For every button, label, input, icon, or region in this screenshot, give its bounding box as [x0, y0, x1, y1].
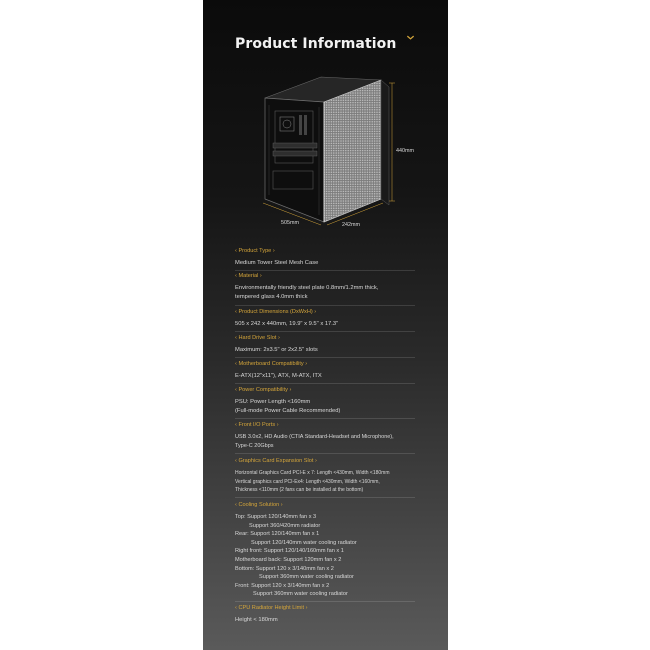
- divider: [235, 601, 415, 602]
- spec-label: Motherboard Compatibility: [238, 361, 304, 367]
- spec-label: Material: [238, 273, 259, 279]
- spec-label: Graphics Card Expansion Slot: [238, 458, 314, 464]
- divider: [235, 270, 415, 271]
- spec-value-line: Support 360/420mm radiator: [249, 522, 321, 529]
- spec-label: CPU Radiator Height Limit: [238, 605, 305, 611]
- spec-label: Cooling Solution: [238, 502, 280, 508]
- spec-hard-drive: ‹ Hard Drive Slot › Maximum: 2x3.5" or 2x2.5" slots: [235, 334, 440, 355]
- spec-value-line: Top: Support 120/140mm fan x 3: [235, 514, 317, 520]
- spec-label: Power Compatibility: [238, 387, 288, 393]
- divider: [235, 357, 415, 358]
- spec-label: Front I/O Ports: [238, 422, 276, 428]
- spec-label: Product Dimensions (DxWxH): [238, 309, 313, 315]
- spec-graphics-card: ‹ Graphics Card Expansion Slot › Horizontal Graphics Card PCI-E x 7: Length <430mm, Width <180mm Vertical graphics card PCI-Ex4: Length <430mm, Width <160mm, Thickness <110mm (2 fans can be installed at the bottom): [235, 457, 440, 495]
- spec-value-line: USB 3.0x2, HD Audio (CTIA Standard-Headset and Microphone),: [235, 434, 394, 440]
- chevron-down-icon[interactable]: [406, 33, 415, 42]
- spec-front-io: ‹ Front I/O Ports › USB 3.0x2, HD Audio (CTIA Standard-Headset and Microphone), Type-C 20Gbps: [235, 421, 440, 450]
- spec-value-line: E-ATX(12"x11"), ATX, M-ATX, ITX: [235, 373, 322, 379]
- spec-value-line: 505 x 242 x 440mm, 19.9" x 9.5" x 17.3": [235, 321, 339, 327]
- divider: [235, 331, 415, 332]
- spec-value-line: Rear: Support 120/140mm fan x 1: [235, 531, 320, 538]
- divider: [235, 453, 415, 454]
- spec-cooling: ‹ Cooling Solution › Top: Support 120/140mm fan x 3 Support 360/420mm radiator Rear: Support 120/140mm fan x 1 Support 120/140mm water cooling radiator Right front: Support 120/140/160mm fan x 1 Motherboard back: Support 120mm fan x 2 Bottom: Support 120 x 3/140mm fan x 2 Support 360mm water cooling radiator Front: Support 120 x 3/140mm fan x 2 Support 360mm water cooling radiator: [235, 501, 440, 599]
- height-dimension-label: 440mm: [396, 148, 414, 154]
- spec-power: ‹ Power Compatibility › PSU: Power Length <160mm (Full-mode Power Cable Recommended): [235, 386, 440, 415]
- depth-dimension-label: 505mm: [281, 220, 299, 226]
- spec-value-line: tempered glass 4.0mm thick: [235, 293, 308, 300]
- spec-value-line: Horizontal Graphics Card PCI-E x 7: Length <430mm, Width <180mm: [235, 470, 390, 476]
- width-dimension-label: 242mm: [342, 222, 360, 228]
- spec-value-line: Support 120/140mm water cooling radiator: [251, 539, 357, 546]
- spec-cpu-radiator: ‹ CPU Radiator Height Limit › Height < 180mm: [235, 604, 440, 625]
- spec-value-line: Environmentally friendly steel plate 0.8mm/1.2mm thick,: [235, 285, 379, 291]
- divider: [235, 497, 415, 498]
- spec-value-line: PSU: Power Length <160mm: [235, 399, 311, 405]
- spec-value-line: Motherboard back: Support 120mm fan x 2: [235, 556, 342, 563]
- spec-motherboard: ‹ Motherboard Compatibility › E-ATX(12"x11"), ATX, M-ATX, ITX: [235, 360, 440, 381]
- product-image: [203, 75, 448, 235]
- spec-value-line: Thickness <110mm (2 fans can be installed at the bottom): [235, 487, 364, 494]
- spec-material: ‹ Material › Environmentally friendly steel plate 0.8mm/1.2mm thick, tempered glass 4.0mm thick: [235, 272, 440, 301]
- spec-value-line: Bottom: Support 120 x 3/140mm fan x 2: [235, 565, 334, 572]
- spec-dimensions: ‹ Product Dimensions (DxWxH) › 505 x 242 x 440mm, 19.9" x 9.5" x 17.3": [235, 308, 440, 329]
- divider: [235, 383, 415, 384]
- spec-value-line: Maximum: 2x3.5" or 2x2.5" slots: [235, 347, 318, 353]
- spec-value-line: Support 360mm water cooling radiator: [259, 574, 354, 581]
- spec-value-line: Vertical graphics card PCI-Ex4: Length <430mm, Width <160mm,: [235, 478, 380, 485]
- spec-value-line: Medium Tower Steel Mesh Case: [235, 260, 319, 266]
- spec-value-line: (Full-mode Power Cable Recommended): [235, 407, 341, 414]
- spec-value-line: Height < 180mm: [235, 617, 278, 623]
- spec-value-line: Type-C 20Gbps: [235, 442, 274, 449]
- page-title: Product Information: [235, 36, 397, 52]
- spec-label: Product Type: [238, 248, 272, 254]
- spec-product-type: ‹ Product Type › Medium Tower Steel Mesh Case: [235, 247, 440, 268]
- divider: [235, 305, 415, 306]
- spec-value-line: Support 360mm water cooling radiator: [253, 591, 348, 598]
- spec-value-line: Front: Support 120 x 3/140mm fan x 2: [235, 582, 330, 589]
- product-info-panel: [203, 0, 448, 650]
- spec-label: Hard Drive Slot: [238, 335, 277, 341]
- spec-value-line: Right front: Support 120/140/160mm fan x 1: [235, 548, 344, 555]
- divider: [235, 418, 415, 419]
